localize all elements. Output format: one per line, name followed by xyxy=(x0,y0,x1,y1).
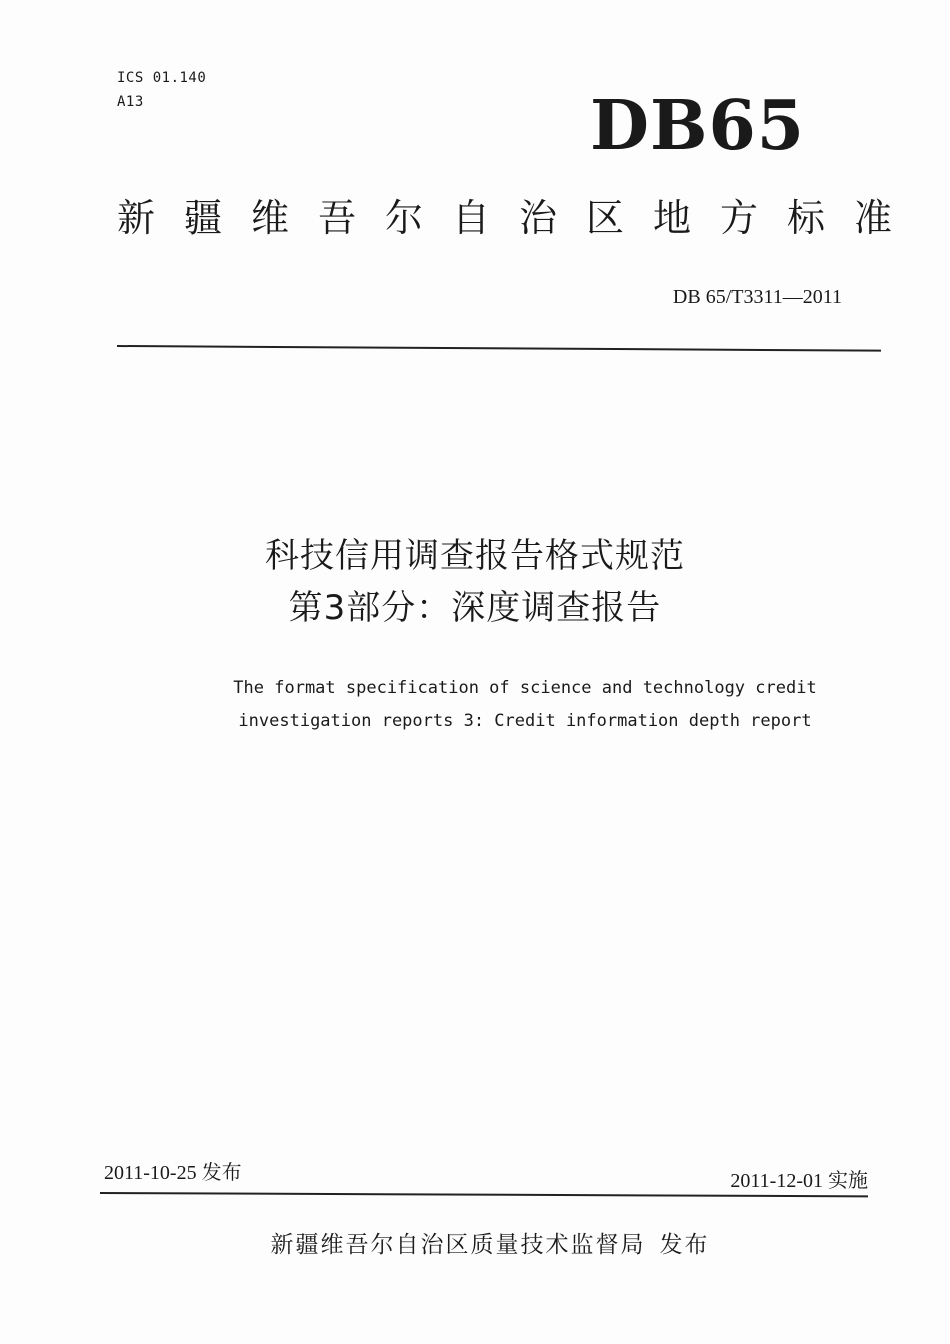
chinese-title-line-2: 第3部分：深度调查报告 xyxy=(288,588,662,628)
publisher-action: 发布 xyxy=(659,1232,710,1258)
top-divider xyxy=(117,345,881,352)
chinese-title-line-1: 科技信用调查报告格式规范 xyxy=(265,536,685,576)
category-code: A13 xyxy=(117,94,144,110)
publisher-line xyxy=(170,1228,810,1262)
implementation-date: 2011-12-01 实施 xyxy=(730,1170,868,1192)
english-title-line-2: investigation reports 3: Credit information depth report xyxy=(238,711,812,731)
publisher-name: 新疆维吾尔自治区质量技术监督局 xyxy=(270,1232,646,1258)
english-title xyxy=(160,672,890,738)
ics-code: ICS 01.140 xyxy=(117,70,207,86)
standard-type-heading: 新疆维吾尔自治区地方标准 xyxy=(117,196,922,240)
chinese-title xyxy=(150,530,800,634)
english-title-line-1: The format specification of science and technology credit xyxy=(233,678,817,698)
standard-mark: DB65 xyxy=(590,86,806,166)
issue-date: 2011-10-25 发布 xyxy=(104,1162,242,1184)
standard-number: DB 65/T3311—2011 xyxy=(672,286,842,308)
classification-block xyxy=(117,66,206,114)
